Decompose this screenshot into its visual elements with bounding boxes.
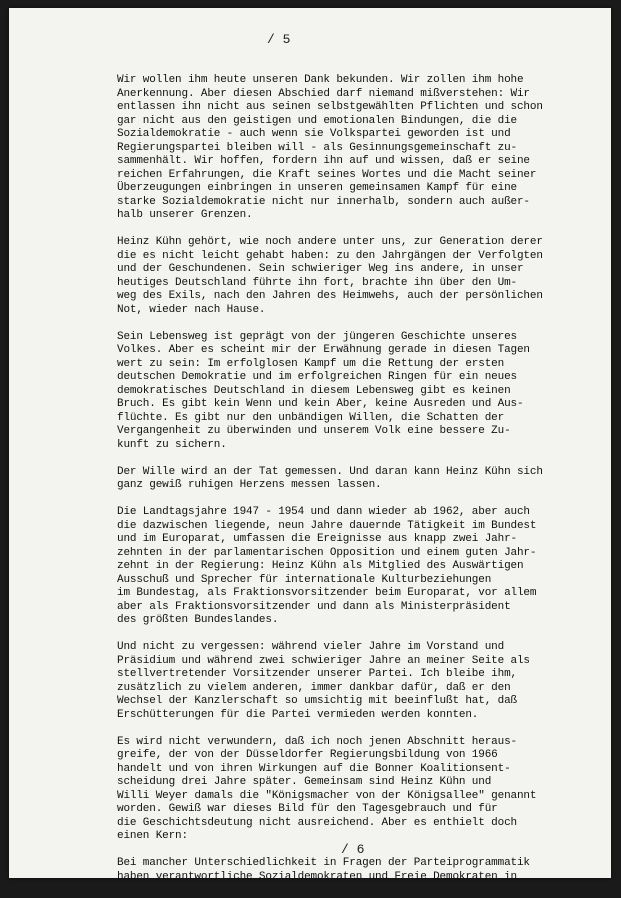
text-line: Regierungspartei bleiben will - als Gesinnungsgemeinschaft zu-	[117, 141, 517, 154]
text-line: reichen Erfahrungen, die Kraft seines Wortes und die Macht seiner	[117, 168, 537, 181]
text-line: scheidung drei Jahre später. Gemeinsam sind Heinz Kühn und	[117, 776, 492, 788]
text-line: Sein Lebensweg ist geprägt von der jüngeren Geschichte unseres	[117, 330, 517, 343]
paragraph	[117, 236, 603, 317]
text-line: Die Landtagsjahre 1947 - 1954 und dann wieder ab 1962, aber auch	[117, 506, 530, 518]
text-line: des größten Bundeslandes.	[117, 614, 279, 626]
text-line: Bei mancher Unterschiedlichkeit in Fragen der Parteiprogrammatik	[117, 857, 530, 869]
text-line: worden. Gewiß war dieses Bild für den Tagesgebrauch und für	[117, 803, 498, 815]
paragraph	[117, 641, 603, 722]
paragraph	[117, 506, 603, 628]
text-line: Wechsel der Kanzlerschaft so umsichtig mit beeinflußt hat, daß	[117, 695, 517, 707]
text-line: Wir wollen ihm heute unseren Dank bekunden. Wir zollen ihm hohe	[117, 74, 524, 86]
text-line: im Bundestag, als Fraktionsvorsitzender beim Europarat, vor allem	[117, 587, 537, 599]
text-line: Anerkennung. Aber diesen Abschied darf niemand mißverstehen: Wir	[117, 87, 530, 100]
paragraph	[117, 466, 603, 493]
text-line: sammenhält. Wir hoffen, fordern ihn auf und wissen, daß er seine	[117, 155, 530, 167]
text-line: die es nicht leicht gehabt haben: zu den Jahrgängen der Verfolgten	[117, 249, 543, 262]
document-page	[9, 8, 611, 883]
body-text	[117, 74, 603, 898]
text-line: greife, der von der Düsseldorfer Regierungsbildung von 1966	[117, 749, 498, 761]
text-line: Überzeugungen einbringen in unseren gemeinsamen Kampf für eine	[117, 182, 517, 194]
text-line: und der Geschundenen. Sein schwieriger Weg ins andere, in unser	[117, 263, 524, 275]
text-line: Bruch. Es gibt kein Wenn und kein Aber, keine Ausreden und Aus-	[117, 398, 524, 410]
text-line: die dazwischen liegende, neun Jahre dauernde Tätigkeit im Bundest	[117, 519, 537, 532]
text-line: aber als Fraktionsvorsitzender und dann als Ministerpräsident	[117, 600, 511, 613]
paragraph	[117, 857, 603, 884]
text-line: Erschütterungen für die Partei vermieden werden konnten.	[117, 708, 479, 721]
text-line: entlassen ihn nicht aus seinen selbstgewählten Pflichten und schon	[117, 101, 543, 113]
text-line: haben verantwortliche Sozialdemokraten und Freie Demokraten in	[117, 870, 517, 883]
text-line: Volkes. Aber es scheint mir der Erwähnung gerade in diesen Tagen	[117, 344, 530, 356]
text-line: Es wird nicht verwundern, daß ich noch jenen Abschnitt heraus-	[117, 735, 517, 748]
text-line: kunft zu sichern.	[117, 438, 227, 451]
paragraph	[117, 736, 603, 844]
text-line: zehnten in der parlamentarischen Opposition und einem guten Jahr-	[117, 546, 537, 559]
text-line: demokratisches Deutschland in diesem Lebensweg gibt es keinen	[117, 384, 511, 397]
text-line: heutiges Deutschland führte ihn fort, brachte ihn über den Um-	[117, 276, 517, 289]
text-line: ganz gewiß ruhigen Herzens messen lassen.	[117, 479, 382, 491]
text-line: Heinz Kühn gehört, wie noch andere unter uns, zur Generation derer	[117, 236, 543, 248]
text-line: Präsidium und während zwei schwieriger Jahre an meiner Seite als	[117, 654, 530, 667]
text-line: Vergangenheit zu überwinden und unserem Volk eine bessere Zu-	[117, 425, 511, 437]
text-line: und im Europarat, umfassen die Ereignisse aus knapp zwei Jahr-	[117, 533, 517, 545]
text-line: gar nicht aus den geistigen und emotionalen Bindungen, die die	[117, 114, 517, 127]
text-line: Not, wieder nach Hause.	[117, 303, 266, 316]
page-number-bottom: / 6	[341, 842, 365, 857]
text-line: halb unserer Grenzen.	[117, 209, 253, 221]
text-line: deutschen Demokratie und im erfolgreichen Ringen für ein neues	[117, 371, 517, 383]
text-line: Sozialdemokratie - auch wenn sie Volkspartei geworden ist und	[117, 128, 511, 140]
text-line: stellvertretender Vorsitzender unserer Partei. Ich bleibe ihm,	[117, 668, 517, 680]
text-line: zusätzlich zu vielem anderen, immer dankbar dafür, daß er den	[117, 681, 511, 694]
page-number-top: / 5	[267, 32, 291, 47]
text-line: Und nicht zu vergessen: während vieler Jahre im Vorstand und	[117, 641, 505, 653]
paragraph	[117, 74, 603, 223]
text-line: flüchte. Es gibt nur den unbändigen Willen, die Schatten der	[117, 411, 505, 424]
text-line: starke Sozialdemokratie nicht nur innerhalb, sondern auch außer-	[117, 195, 530, 208]
text-line: handelt und von ihren Wirkungen auf die Bonner Koalitionsent-	[117, 762, 511, 775]
text-line: Ausschuß und Sprecher für internationale Kulturbeziehungen	[117, 573, 492, 586]
text-line: einen Kern:	[117, 830, 188, 842]
text-line: Der Wille wird an der Tat gemessen. Und daran kann Heinz Kühn sich	[117, 465, 543, 478]
text-line: die Geschichtsdeutung nicht ausreichend. Aber es enthielt doch	[117, 816, 517, 829]
text-line: weg des Exils, nach den Jahren des Heimwehs, auch der persönlichen	[117, 290, 543, 302]
paragraph	[117, 331, 603, 453]
text-line: Willi Weyer damals die "Königsmacher von der Königsallee" genannt	[117, 789, 537, 802]
text-line: zehnt in der Regierung: Heinz Kühn als Mitglied des Auswärtigen	[117, 560, 524, 572]
text-line: wert zu sein: Im erfolglosen Kampf um die Rettung der ersten	[117, 357, 505, 370]
